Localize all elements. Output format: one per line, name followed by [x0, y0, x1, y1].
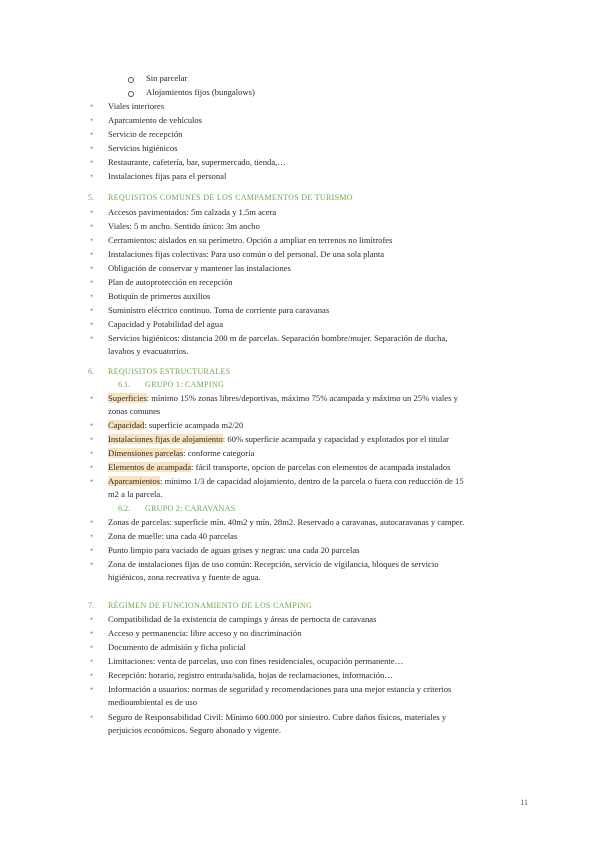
- list-item: Zonas de parcelas: superficie mín. 40m2 y mín. 28m2. Reservado a caravanas, autocaravanas y camper.: [108, 517, 465, 527]
- list-item: Plan de autoprotección en recepción: [108, 277, 233, 287]
- list-item-continuation: medioambiental es de uso: [108, 697, 198, 707]
- bullet-icon: •: [90, 221, 94, 231]
- subsection-number: 6.1.: [118, 380, 130, 389]
- list-item: [108, 462, 450, 473]
- bullet-icon: •: [90, 393, 94, 403]
- list-item: Sin parcelar: [146, 73, 188, 83]
- item-text: : fácil transporte, opcion de parcelas con elementos de acampada instalados: [191, 462, 451, 472]
- circle-bullet-icon: [128, 77, 134, 83]
- item-text: : superficie acampada m2/20: [144, 420, 244, 430]
- item-text: : conforme categoría: [183, 448, 255, 458]
- list-item: Instalaciones fijas para el personal: [108, 171, 227, 181]
- bullet-icon: •: [90, 115, 94, 125]
- list-item: Zona de muelle: una cada 40 parcelas: [108, 531, 238, 541]
- item-text: : mínimo 15% zonas libres/deportivas, máximo 75% acampada y máximo un 25% viales y: [146, 393, 458, 403]
- bullet-icon: •: [90, 171, 94, 181]
- list-item-continuation: m2 a la parcela.: [108, 489, 163, 499]
- bullet-icon: •: [90, 291, 94, 301]
- list-item: Accesos pavimentados: 5m calzada y 1.5m acera: [108, 207, 277, 217]
- list-item: Viales: 5 m ancho. Sentido único: 3m ancho: [108, 221, 260, 231]
- list-item: Acceso y permanencia: libre acceso y no discriminación: [108, 628, 302, 638]
- list-item: Viales interiores: [108, 101, 165, 111]
- item-text: : mínimo 1/3 de capacidad alojamiento, dentro de la parcela o fuera con reducción de 15: [160, 476, 464, 486]
- subsection-heading: GRUPO 1: CAMPING: [145, 380, 225, 389]
- circle-bullet-icon: [128, 91, 134, 97]
- subsection-heading: GRUPO 2: CARAVANAS: [145, 504, 236, 513]
- bullet-icon: •: [90, 559, 94, 569]
- section-heading: REQUISITOS COMUNES DE LOS CAMPAMENTOS DE TURISMO: [108, 193, 353, 202]
- list-item-continuation: perjuicios económicos. Seguro abonado y vigente.: [108, 725, 282, 735]
- list-item: Botiquín de primeros auxilios: [108, 291, 211, 301]
- list-item: Alojamientos fijos (bungalows): [146, 87, 255, 97]
- list-item: Restaurante, cafetería, bar, supermercado, tienda,…: [108, 157, 286, 167]
- list-item: Servicio de recepción: [108, 129, 183, 139]
- list-item: Seguro de Responsabilidad Civil: Mínimo 600.000 por siniestro. Cubre daños físicos, materiales y: [108, 712, 447, 722]
- bullet-icon: •: [90, 545, 94, 555]
- bullet-icon: •: [90, 101, 94, 111]
- bullet-icon: •: [90, 684, 94, 694]
- bullet-icon: •: [90, 207, 94, 217]
- section-number: 7.: [88, 601, 94, 610]
- bullet-icon: •: [90, 628, 94, 638]
- bullet-icon: •: [90, 235, 94, 245]
- highlighted-term: Superficies: [108, 393, 147, 403]
- bullet-icon: •: [90, 143, 94, 153]
- list-item: Punto limpio para vaciado de aguas grises y negras: una cada 20 parcelas: [108, 545, 360, 555]
- list-item: Instalaciones fijas colectivas: Para uso común o del personal. De una sola planta: [108, 249, 385, 259]
- list-item: Suministro eléctrico continuo. Toma de corriente para caravanas: [108, 305, 330, 315]
- section-heading: RÉGIMEN DE FUNCIONAMIENTO DE LOS CAMPING: [108, 601, 313, 610]
- bullet-icon: •: [90, 319, 94, 329]
- bullet-icon: •: [90, 670, 94, 680]
- bullet-icon: •: [90, 462, 94, 472]
- bullet-icon: •: [90, 249, 94, 259]
- bullet-icon: •: [90, 448, 94, 458]
- list-item: [108, 476, 464, 487]
- list-item: [108, 434, 449, 445]
- list-item: Cerramientos: aislados en su perímetro. Opción a ampliar en terrenos no limítrofes: [108, 235, 393, 245]
- bullet-icon: •: [90, 434, 94, 444]
- list-item: Capacidad y Potabilidad del agua: [108, 319, 224, 329]
- bullet-icon: •: [90, 712, 94, 722]
- list-item: [108, 448, 254, 459]
- list-item: [108, 420, 243, 431]
- page-number: 11: [520, 798, 528, 807]
- bullet-icon: •: [90, 277, 94, 287]
- bullet-icon: •: [90, 333, 94, 343]
- bullet-icon: •: [90, 517, 94, 527]
- list-item: Documento de admisión y ficha policial: [108, 642, 246, 652]
- bullet-icon: •: [90, 656, 94, 666]
- bullet-icon: •: [90, 476, 94, 486]
- highlighted-term: Instalaciones fijas de alojamiento: [108, 434, 223, 444]
- subsection-number: 6.2.: [118, 504, 130, 513]
- list-item-continuation: higiénicos, zona recreativa y fuente de agua.: [108, 572, 261, 582]
- list-item-continuation: zonas comunes: [108, 406, 161, 416]
- bullet-icon: •: [90, 614, 94, 624]
- list-item-continuation: lavabos y evacuatorios.: [108, 346, 189, 356]
- bullet-icon: •: [90, 305, 94, 315]
- bullet-icon: •: [90, 531, 94, 541]
- list-item: Zona de instalaciones fijas de uso común: Recepción, servicio de vigilancia, bloques de servicio: [108, 559, 439, 569]
- highlighted-term: Dimensiones parcelas: [108, 448, 184, 458]
- list-item: Obligación de conservar y mantener las instalaciones: [108, 263, 291, 273]
- list-item: Recepción: horario, registro entrada/salida, hojas de reclamaciones, información…: [108, 670, 393, 680]
- section-number: 5.: [88, 193, 94, 202]
- list-item: Limitaciones: venta de parcelas, uso con fines residenciales, ocupación permanente…: [108, 656, 404, 666]
- list-item: Servicios higiénicos: [108, 143, 178, 153]
- section-number: 6.: [88, 367, 94, 376]
- highlighted-term: Elementos de acampada: [108, 462, 192, 472]
- list-item: Servicios higiénicos: distancia 200 m de parcelas. Separación hombre/mujer. Separación de ducha,: [108, 333, 448, 343]
- highlighted-term: Aparcamientos: [108, 476, 161, 486]
- item-text: : 60% superficie acampada y capacidad y explotados por el titular: [222, 434, 450, 444]
- bullet-icon: •: [90, 642, 94, 652]
- list-item: Aparcamiento de vehículos: [108, 115, 203, 125]
- bullet-icon: •: [90, 263, 94, 273]
- bullet-icon: •: [90, 129, 94, 139]
- list-item: Compatibilidad de la existencia de campings y áreas de pernocta de caravanas: [108, 614, 377, 624]
- bullet-icon: •: [90, 157, 94, 167]
- section-heading: REQUISITOS ESTRUCTURALES: [108, 367, 231, 376]
- list-item: Información a usuarios: normas de seguridad y recomendaciones para una mejor estancia y criterios: [108, 684, 452, 694]
- highlighted-term: Capacidad: [108, 420, 145, 430]
- bullet-icon: •: [90, 420, 94, 430]
- list-item: [108, 393, 458, 404]
